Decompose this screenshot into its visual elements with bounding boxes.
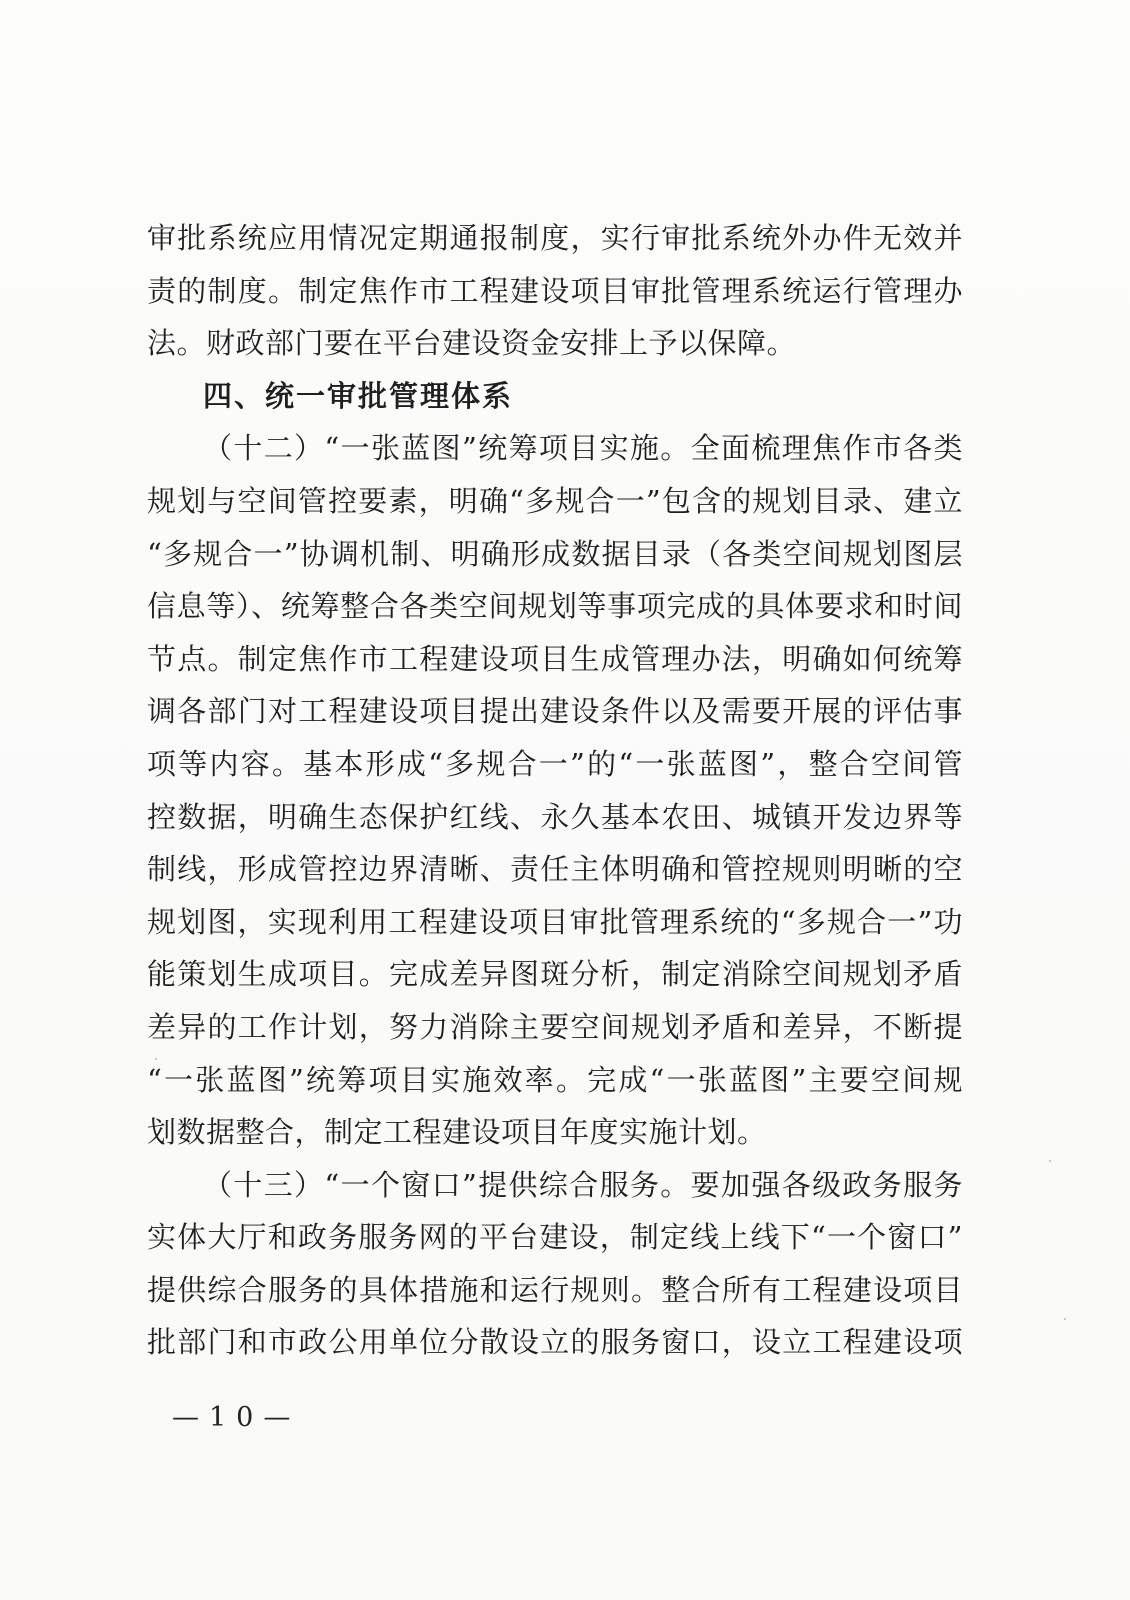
section-heading: 四、统一审批管理体系 [203, 378, 514, 413]
body-line: 控数据，明确生态保护红线、永久基本农田、城镇开发边界等 [147, 799, 963, 834]
body-line: 信息等）、统筹整合各类空间规划等事项完成的具体要求和时间 [147, 589, 963, 624]
body-line: 项等内容。基本形成“多规合一”的“一张蓝图”，整合空间管 [147, 746, 963, 781]
body-line: 提供综合服务的具体措施和运行规则。整合所有工程建设项目 [147, 1272, 963, 1307]
body-line: 法。财政部门要在平台建设资金安排上予以保障。 [147, 326, 797, 361]
body-line: 责的制度。制定焦作市工程建设项目审批管理系统运行管理办 [147, 273, 963, 308]
body-line: “多规合一”协调机制、明确形成数据目录（各类空间规划图层 [147, 536, 963, 571]
body-line: 能策划生成项目。完成差异图斑分析，制定消除空间规划矛盾 [147, 957, 963, 992]
body-line: 划数据整合，制定工程建设项目年度实施计划。 [147, 1115, 767, 1150]
body-line: 差异的工作计划，努力消除主要空间规划矛盾和差异，不断提 [147, 1009, 963, 1044]
body-line: 批部门和市政公用单位分散设立的服务窗口，设立工程建设项 [147, 1325, 963, 1360]
scan-speck [155, 1058, 157, 1060]
scan-speck [1064, 1318, 1066, 1320]
paragraph-first-line: （十二）“一张蓝图”统筹项目实施。全面梳理焦作市各类 [203, 431, 963, 466]
body-line: 调各部门对工程建设项目提出建设条件以及需要开展的评估事 [147, 694, 963, 729]
document-body [147, 212, 963, 1369]
body-line: “一张蓝图”统筹项目实施效率。完成“一张蓝图”主要空间规 [147, 1062, 963, 1097]
body-line: 制线，形成管控边界清晰、责任主体明确和管控规则明晰的空 [147, 852, 963, 887]
body-line: 实体大厅和政务服务网的平台建设，制定线上线下“一个窗口” [147, 1220, 963, 1255]
body-line: 节点。制定焦作市工程建设项目生成管理办法，明确如何统筹 [147, 641, 963, 676]
paragraph-first-line: （十三）“一个窗口”提供综合服务。要加强各级政务服务 [203, 1167, 963, 1202]
scan-speck [1049, 1160, 1051, 1162]
body-line: 规划图，实现利用工程建设项目审批管理系统的“多规合一”功 [147, 904, 963, 939]
page-number: —10— [172, 1402, 301, 1433]
body-line: 审批系统应用情况定期通报制度，实行审批系统外办件无效并 [147, 221, 963, 255]
body-line: 规划与空间管控要素，明确“多规合一”包含的规划目录、建立 [147, 483, 963, 518]
